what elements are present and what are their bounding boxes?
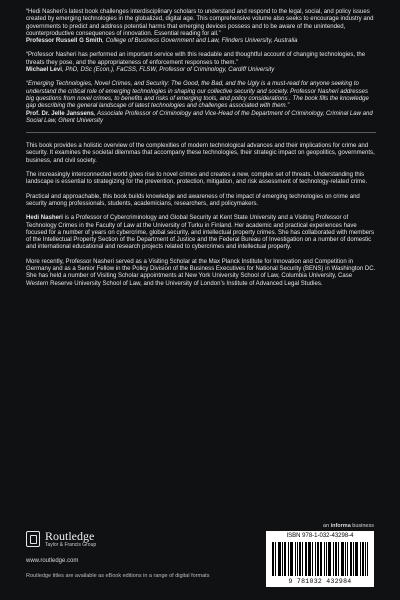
publisher-url: www.routledge.com [26, 558, 79, 564]
publisher-group: Taylor & Francis Group [45, 542, 97, 548]
description-paragraph-1: This book provides a holistic overview of the complexities of modern technological advances and their implications for crime and security. It examines the societal dilemmas that accompany these technologies, their strategic impact on geopolitics, governments, business, and civil society. [26, 143, 375, 164]
divider [26, 132, 376, 133]
endorsement-3-attribution [26, 111, 376, 126]
imprint-brand: informa [330, 523, 351, 529]
endorser-name: Prof. Dr. Jelle Janssens [26, 110, 94, 117]
endorser-name: Professor Russell G Smith [26, 38, 103, 45]
endorsement-2-attribution [26, 67, 376, 74]
cover-text [26, 9, 376, 295]
isbn-barcode [266, 531, 374, 587]
endorser-role: , PhD, DSc (Econ.), FaCSS, FLSW, Professor of Criminology, Cardiff University [61, 67, 275, 74]
author-bio [26, 215, 376, 251]
endorser-role: , Associate Professor of Criminology and Vice-Head of the Department of Criminology, Criminal Law and Social Law, Ghent University [26, 110, 373, 124]
endorsement-3-text: “Emerging Technologies, Novel Crimes, and Security: The Good, the Bad, and the Ugly is a must-read for anyone seeking to understand the critical role of emerging technologies in shaping our collective security and society. Professor Nasheri addresses big questions from novel crimes, to benefits and risks of emerging tools, and policy considerations . The book fills the knowledge gap describing the general landscape of latest technologies and challenges associated with them.” [26, 81, 369, 110]
cover-footer [0, 520, 400, 600]
author-bio-continued: More recently, Professor Nasheri served as a Visiting Scholar at the Max Planck Institute for Innovation and Competition in Germany and as a Senior Fellow in the Policy Division of the Business Executives for National Security (BENS) in Washington DC. She has held a number of Visiting Scholar appointments at New York University School of Law, Columbia University, Case Western Reserve University School of Law, and the University of London’s Institute of Advanced Legal Studies. [26, 258, 376, 287]
publisher-name: Routledge [45, 529, 95, 543]
publisher-logo [26, 530, 96, 548]
endorser-name: Michael Levi [26, 67, 62, 74]
isbn-text: ISBN 978-1-032-43298-4 [286, 533, 354, 539]
endorser-role: , College of Business Government and Law, Flinders University, Australia [102, 38, 298, 45]
endorsement-1-attribution [26, 38, 376, 45]
author-bio-text: is a Professor of Cybercriminology and Global Security at Kent State University and a Visiting Professor of Technology Crimes in the Faculty of Law at the University of Turku in Finland. Her academic and practical experiences have focused for a number of years on cybercrime, global security, and intellectual property crimes. She has collaborated with members of the Intellectual Property Section of the Department of Justice and the Federal Bureau of Investigation on a number of domestic and international educational and research projects related to cybercrimes and intellectual property. [26, 215, 375, 251]
ebook-note: Routledge titles are available as eBook editions in a range of digital formats [26, 573, 210, 579]
imprint-prefix: an [322, 523, 331, 529]
barcode-digits: 9 781032 432984 [288, 578, 352, 585]
description-paragraph-2: The increasingly interconnected world gives rise to novel crimes and creates a new, complex set of threats. Understanding this landscape is essential to strategizing for the prevention, protection, mitigation, and risk assessment of technology-related crime. [26, 172, 368, 186]
imprint-suffix: business [350, 523, 374, 529]
routledge-logo-icon [26, 531, 40, 547]
endorsement-2-text: “Professor Nasheri has performed an important service with this readable and thoughtful account of changing technologies, the threats they pose, and the appropriateness of enforcement responses to them.” [26, 52, 366, 66]
barcode-icon [272, 542, 368, 576]
description-paragraph-3: Practical and approachable, this book builds knowledge and awareness of the impact of emerging technologies on crime and security among professionals, students, academicians, researchers, and policymakers. [26, 193, 360, 207]
author-name: Hedi Nasheri [26, 215, 63, 222]
endorsement-1-text: “Hedi Nasheri’s latest book challenges interdisciplinary scholars to understand and respond to the legal, social, and policy issues created by emerging technologies in the globalized, digital age. This comprehensive volume also seeks to encourage industry and governments to predict and address potential harms that emerging devices possess and to be aware of the unintended, counterproductive consequences of innovation. Essential reading for all.” [26, 9, 374, 37]
barcode-bars [272, 542, 368, 576]
informa-imprint [323, 523, 374, 529]
